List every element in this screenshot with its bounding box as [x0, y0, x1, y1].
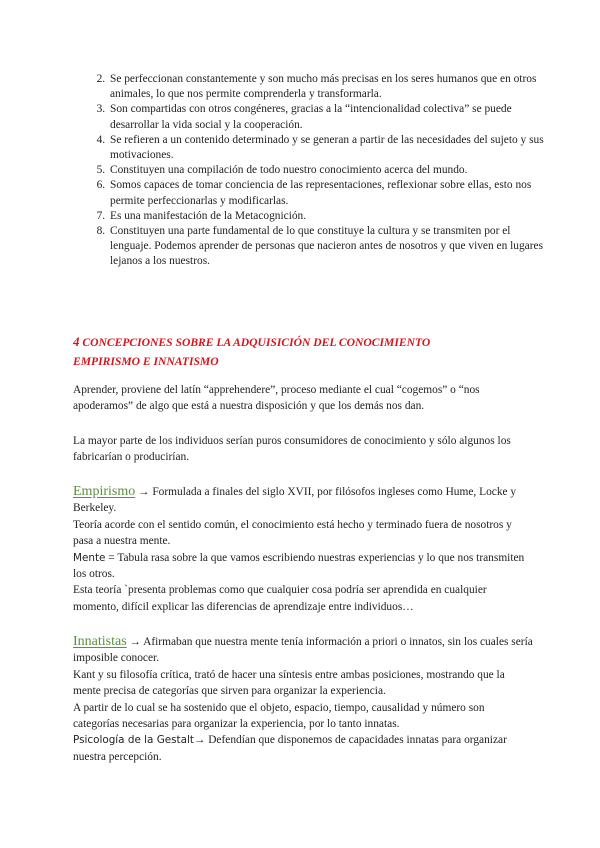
- empirismo-mente-line: [73, 550, 533, 583]
- innatistas-block: [73, 634, 533, 765]
- intro-paragraph-1: Aprender, proviene del latín “apprehendere”, proceso mediante el cual “cogemos” o “nos apoderamos” de algo que está a nuestra disposición y que los demás nos dan.: [73, 384, 480, 413]
- empirismo-term: Empirismo: [73, 484, 136, 499]
- empirismo-block: [73, 484, 533, 615]
- section-title-line1: CONCEPCIONES SOBRE LA ADQUISICIÓN DEL CONOCIMIENTO: [79, 336, 431, 349]
- empirismo-line-4: Esta teoría `presenta problemas como que cualquier cosa podría ser aprendida en cualquier momento, difícil explicar las diferencias de aprendizaje entre individuos…: [73, 584, 487, 613]
- section-title-line2: EMPIRISMO E INNATISMO: [73, 355, 219, 368]
- innatistas-term: Innatistas: [73, 634, 127, 649]
- mente-label: Mente: [73, 551, 106, 564]
- gestalt-line: [73, 732, 533, 765]
- list-item: 4. Se refieren a un contenido determinado y se generan a partir de las necesidades del sujeto y sus motivaciones.: [108, 133, 548, 163]
- list-item: 8. Constituyen una parte fundamental de lo que constituye la cultura y se transmiten por el lenguaje. Podemos aprender de personas que nacieron antes de nosotros y que viven en lugares lejanos a los nuestros.: [108, 224, 548, 270]
- innatistas-line-2: Kant y su filosofía crítica, trató de hacer una síntesis entre ambas posiciones, mostrando que la mente precisa de categorías que sirven para organizar la experiencia.: [73, 668, 505, 698]
- section-heading: [73, 332, 543, 371]
- innatistas-definition: → Afirmaban que nuestra mente tenía información a priori o innatos, sin los cuales sería imposible conocer.: [73, 636, 533, 665]
- gestalt-label: Psicología de la Gestalt: [73, 734, 194, 747]
- list-item: 7. Es una manifestación de la Metacognición.: [108, 209, 548, 224]
- innatistas-line-3: A partir de lo cual se ha sostenido que el objeto, espacio, tiempo, causalidad y número son categorías necesarias para organizar la experiencia, por lo tanto innatas.: [73, 701, 485, 731]
- numbered-list: [86, 72, 548, 270]
- list-item: 3. Son compartidas con otros congéneres, gracias a la “intencionalidad colectiva” se puede desarrollar la vida social y la cooperación.: [108, 102, 548, 132]
- empirismo-line-2: Teoría acorde con el sentido común, el conocimiento está hecho y terminado fuera de nosotros y pasa a nuestra mente.: [73, 518, 512, 548]
- list-item: 6. Somos capaces de tomar conciencia de las representaciones, reflexionar sobre ellas, esto nos permite perfeccionarlas y modificarlas.: [108, 178, 548, 208]
- intro-paragraph-2: La mayor parte de los individuos serían puros consumidores de conocimiento y sólo algunos los fabricarían o producirían.: [73, 435, 511, 464]
- section-number: 4: [73, 334, 80, 349]
- mente-text: = Tabula rasa sobre la que vamos escribiendo nuestras experiencias y lo que nos transmiten los otros.: [73, 551, 525, 581]
- list-item: 5. Constituyen una compilación de todo nuestro conocimiento acerca del mundo.: [108, 163, 548, 178]
- empirismo-definition: → Formulada a finales del siglo XVII, por filósofos ingleses como Hume, Locke y Berkeley.: [73, 486, 517, 515]
- list-item: 2. Se perfeccionan constantemente y son mucho más precisas en los seres humanos que en otros animales, lo que nos permite comprenderla y transformarla.: [108, 72, 548, 102]
- gestalt-text: → Defendían que disponemos de capacidades innatas para organizar nuestra percepción.: [73, 734, 507, 763]
